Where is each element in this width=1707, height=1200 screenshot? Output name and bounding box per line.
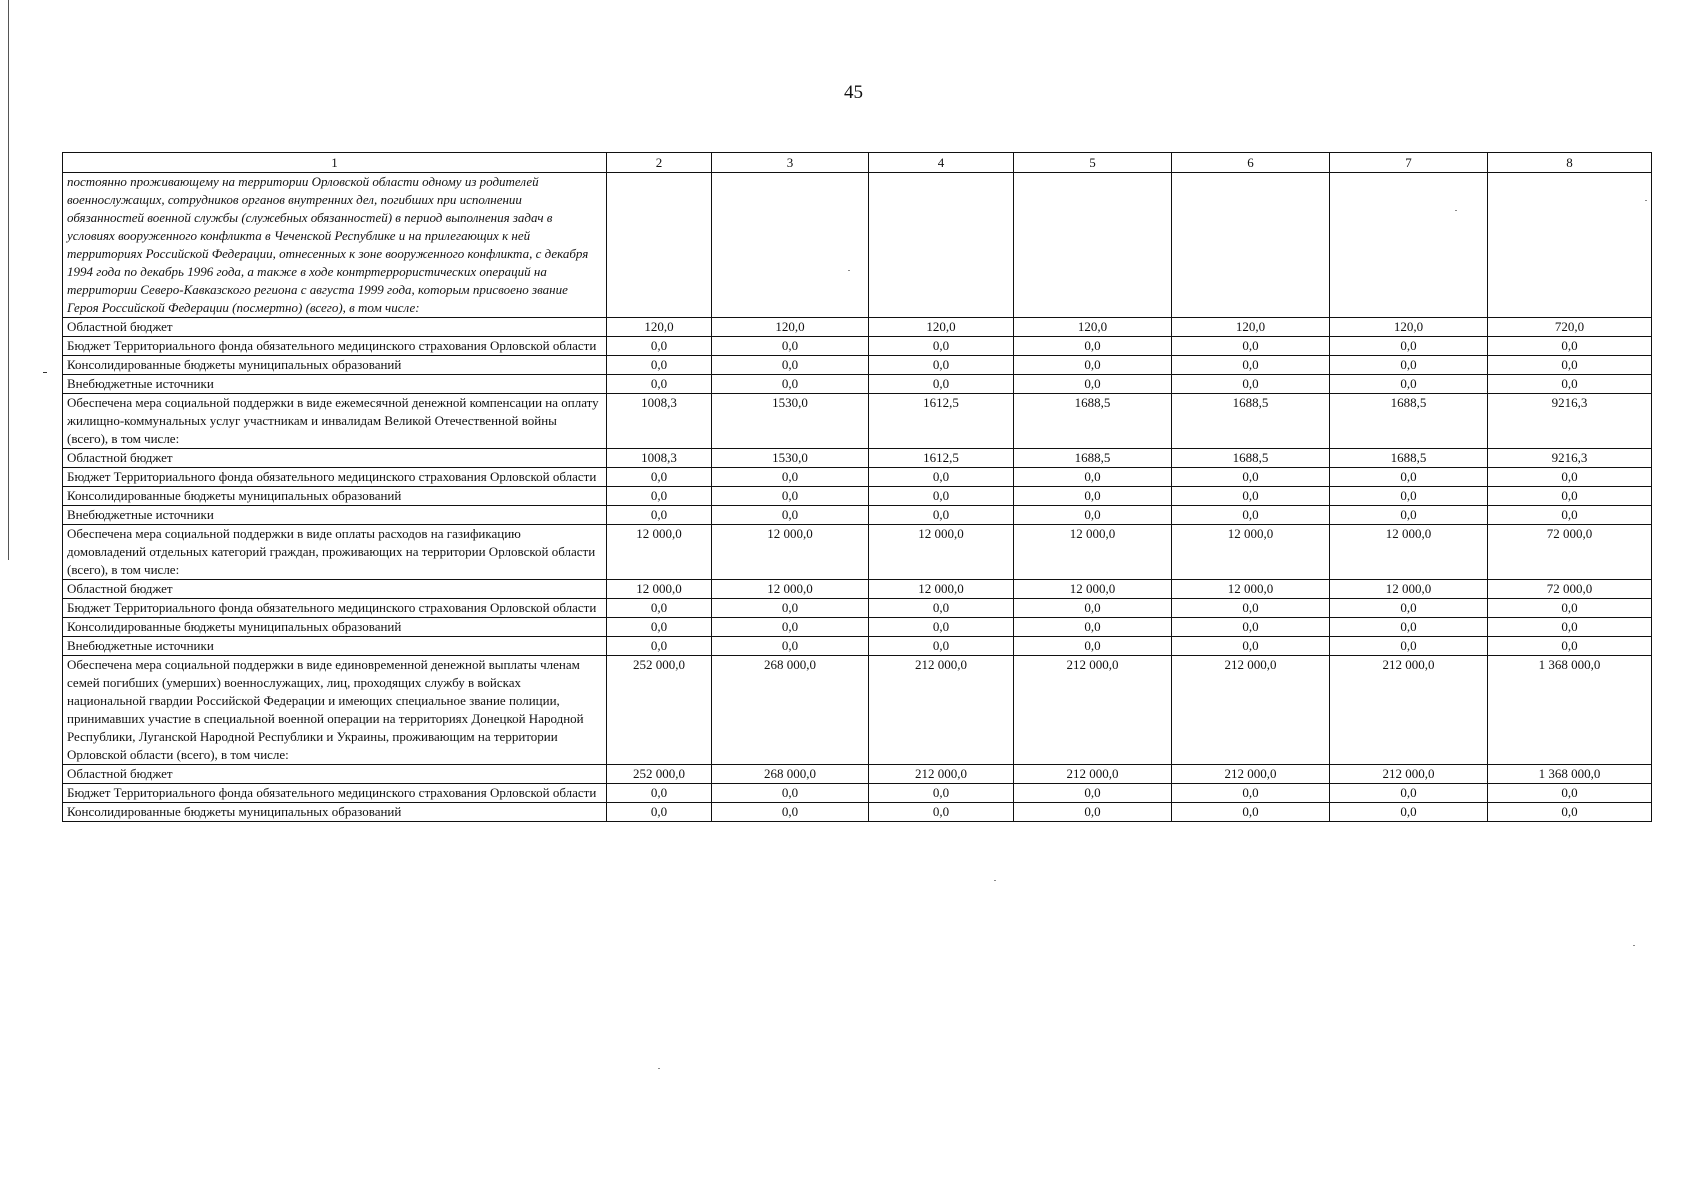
value-cell: 1 368 000,0	[1488, 765, 1652, 784]
table-body	[63, 173, 1652, 822]
value-cell: 0,0	[607, 506, 712, 525]
value-cell: 0,0	[1172, 375, 1330, 394]
value-cell: 0,0	[869, 356, 1014, 375]
row-label: Консолидированные бюджеты муниципальных образований	[63, 803, 607, 822]
value-cell: 0,0	[712, 506, 869, 525]
value-cell: 0,0	[1172, 803, 1330, 822]
row-label: постоянно проживающему на территории Орловской области одному из родителей военнослужащих, сотрудников органов внутренних дел, погибших при исполнении обязанностей военной службы (служебных обязанностей) в период выполнения задач в условиях вооруженного конфликта в Чеченской Республике и на прилегающих к ней территориях Российской Федерации, отнесенных к зоне вооруженного конфликта, с декабря 1994 года по декабрь 1996 года, а также в ходе контртеррористических операций на территории Северо-Кавказского региона с августа 1999 года, которым присвоено звание Героя Российской Федерации (посмертно) (всего), в том числе:	[63, 173, 607, 318]
column-header: 1	[63, 153, 607, 173]
table-row	[63, 449, 1652, 468]
value-cell: 0,0	[607, 637, 712, 656]
row-label: Областной бюджет	[63, 580, 607, 599]
value-cell: 0,0	[1488, 468, 1652, 487]
value-cell: 0,0	[1330, 468, 1488, 487]
value-cell: 212 000,0	[869, 765, 1014, 784]
value-cell: 1688,5	[1330, 449, 1488, 468]
value-cell: 0,0	[1330, 356, 1488, 375]
value-cell: 268 000,0	[712, 765, 869, 784]
value-cell: 0,0	[1172, 337, 1330, 356]
value-cell: 0,0	[869, 618, 1014, 637]
scan-speck	[994, 880, 996, 881]
value-cell: 0,0	[607, 599, 712, 618]
value-cell: 212 000,0	[1330, 656, 1488, 765]
table-row	[63, 375, 1652, 394]
table-row	[63, 618, 1652, 637]
value-cell: 1008,3	[607, 449, 712, 468]
value-cell: 0,0	[1014, 356, 1172, 375]
value-cell: 1530,0	[712, 394, 869, 449]
table-row	[63, 337, 1652, 356]
table-row	[63, 656, 1652, 765]
value-cell: 0,0	[1014, 468, 1172, 487]
value-cell: 0,0	[869, 337, 1014, 356]
value-cell: 212 000,0	[1014, 765, 1172, 784]
value-cell: 12 000,0	[1014, 580, 1172, 599]
value-cell: 252 000,0	[607, 765, 712, 784]
value-cell	[607, 173, 712, 318]
value-cell: 0,0	[869, 803, 1014, 822]
value-cell: 1688,5	[1014, 394, 1172, 449]
value-cell: 0,0	[1488, 784, 1652, 803]
value-cell	[712, 173, 869, 318]
row-label: Бюджет Территориального фонда обязательного медицинского страхования Орловской области	[63, 337, 607, 356]
value-cell: 1 368 000,0	[1488, 656, 1652, 765]
value-cell: 0,0	[712, 784, 869, 803]
value-cell: 0,0	[1172, 506, 1330, 525]
value-cell: 72 000,0	[1488, 580, 1652, 599]
value-cell: 1688,5	[1172, 449, 1330, 468]
value-cell: 0,0	[1014, 337, 1172, 356]
value-cell: 0,0	[607, 375, 712, 394]
value-cell: 120,0	[1014, 318, 1172, 337]
value-cell: 1688,5	[1330, 394, 1488, 449]
value-cell: 0,0	[607, 487, 712, 506]
table-row	[63, 637, 1652, 656]
value-cell: 0,0	[1330, 337, 1488, 356]
value-cell: 1008,3	[607, 394, 712, 449]
value-cell: 0,0	[1014, 784, 1172, 803]
row-label: Консолидированные бюджеты муниципальных образований	[63, 487, 607, 506]
value-cell: 72 000,0	[1488, 525, 1652, 580]
row-label: Областной бюджет	[63, 765, 607, 784]
value-cell	[869, 173, 1014, 318]
value-cell: 0,0	[1330, 803, 1488, 822]
header-row	[63, 153, 1652, 173]
value-cell: 0,0	[1330, 487, 1488, 506]
table-row	[63, 468, 1652, 487]
value-cell: 0,0	[1488, 506, 1652, 525]
value-cell: 0,0	[712, 599, 869, 618]
value-cell: 12 000,0	[607, 580, 712, 599]
value-cell	[1172, 173, 1330, 318]
row-label: Внебюджетные источники	[63, 506, 607, 525]
value-cell: 12 000,0	[1014, 525, 1172, 580]
value-cell: 12 000,0	[1330, 525, 1488, 580]
value-cell: 0,0	[1172, 599, 1330, 618]
table-row	[63, 487, 1652, 506]
value-cell: 0,0	[1014, 637, 1172, 656]
column-header: 7	[1330, 153, 1488, 173]
value-cell: 0,0	[1488, 618, 1652, 637]
scan-speck	[658, 1068, 660, 1069]
value-cell: 0,0	[1172, 356, 1330, 375]
value-cell: 0,0	[712, 468, 869, 487]
table-row	[63, 173, 1652, 318]
value-cell: 0,0	[1330, 618, 1488, 637]
row-label: Обеспечена мера социальной поддержки в виде оплаты расходов на газификацию домовладений отдельных категорий граждан, проживающих на территории Орловской области (всего), в том числе:	[63, 525, 607, 580]
column-header: 8	[1488, 153, 1652, 173]
value-cell: 0,0	[1014, 599, 1172, 618]
value-cell: 212 000,0	[1014, 656, 1172, 765]
row-label: Обеспечена мера социальной поддержки в виде единовременной денежной выплаты членам семей погибших (умерших) военнослужащих, лиц, проходящих службу в войсках национальной гвардии Российской Федерации и имеющих специальное звание полиции, принимавших участие в специальной военной операции на территориях Донецкой Народной Республики, Луганской Народной Республики и Украины, проживающим на территории Орловской области (всего), в том числе:	[63, 656, 607, 765]
value-cell: 0,0	[607, 337, 712, 356]
row-label: Бюджет Территориального фонда обязательного медицинского страхования Орловской области	[63, 784, 607, 803]
value-cell: 0,0	[712, 337, 869, 356]
column-header: 6	[1172, 153, 1330, 173]
value-cell: 212 000,0	[1172, 765, 1330, 784]
value-cell: 12 000,0	[869, 525, 1014, 580]
value-cell: 0,0	[869, 599, 1014, 618]
value-cell: 268 000,0	[712, 656, 869, 765]
value-cell: 0,0	[1330, 637, 1488, 656]
value-cell: 0,0	[869, 375, 1014, 394]
value-cell: 0,0	[1330, 506, 1488, 525]
value-cell: 0,0	[1488, 803, 1652, 822]
value-cell: 0,0	[869, 506, 1014, 525]
value-cell: 0,0	[1014, 375, 1172, 394]
table-row	[63, 394, 1652, 449]
value-cell: 0,0	[869, 637, 1014, 656]
row-label: Внебюджетные источники	[63, 375, 607, 394]
column-header: 4	[869, 153, 1014, 173]
value-cell: 0,0	[1172, 784, 1330, 803]
row-label: Областной бюджет	[63, 449, 607, 468]
value-cell: 0,0	[1330, 784, 1488, 803]
value-cell: 1530,0	[712, 449, 869, 468]
table-row	[63, 784, 1652, 803]
table-row	[63, 356, 1652, 375]
page-number: 45	[844, 82, 863, 103]
value-cell: 0,0	[607, 803, 712, 822]
row-label: Консолидированные бюджеты муниципальных образований	[63, 356, 607, 375]
value-cell	[1330, 173, 1488, 318]
table-row	[63, 580, 1652, 599]
value-cell: 0,0	[869, 784, 1014, 803]
value-cell: 120,0	[869, 318, 1014, 337]
value-cell: 12 000,0	[712, 580, 869, 599]
value-cell	[1488, 173, 1652, 318]
table-row	[63, 803, 1652, 822]
value-cell: 12 000,0	[712, 525, 869, 580]
value-cell: 120,0	[1330, 318, 1488, 337]
value-cell: 12 000,0	[1172, 580, 1330, 599]
value-cell: 0,0	[1014, 803, 1172, 822]
value-cell: 9216,3	[1488, 394, 1652, 449]
value-cell: 120,0	[712, 318, 869, 337]
value-cell: 0,0	[712, 375, 869, 394]
value-cell: 0,0	[607, 618, 712, 637]
value-cell: 0,0	[1488, 375, 1652, 394]
value-cell: 0,0	[1172, 468, 1330, 487]
scan-speck	[1633, 945, 1635, 946]
value-cell: 212 000,0	[1330, 765, 1488, 784]
value-cell: 12 000,0	[869, 580, 1014, 599]
value-cell: 0,0	[712, 637, 869, 656]
value-cell: 0,0	[1488, 356, 1652, 375]
value-cell: 0,0	[1014, 506, 1172, 525]
row-label: Обеспечена мера социальной поддержки в виде ежемесячной денежной компенсации на оплату жилищно-коммунальных услуг участникам и инвалидам Великой Отечественной войны (всего), в том числе:	[63, 394, 607, 449]
value-cell: 0,0	[607, 356, 712, 375]
value-cell: 1688,5	[1014, 449, 1172, 468]
column-header: 5	[1014, 153, 1172, 173]
row-label: Консолидированные бюджеты муниципальных образований	[63, 618, 607, 637]
value-cell: 720,0	[1488, 318, 1652, 337]
column-header: 3	[712, 153, 869, 173]
value-cell: 12 000,0	[1172, 525, 1330, 580]
value-cell: 0,0	[1330, 375, 1488, 394]
value-cell: 0,0	[712, 487, 869, 506]
value-cell: 0,0	[1488, 487, 1652, 506]
value-cell: 0,0	[1172, 618, 1330, 637]
value-cell: 0,0	[1488, 337, 1652, 356]
value-cell: 0,0	[1172, 487, 1330, 506]
table-row	[63, 599, 1652, 618]
value-cell: 1612,5	[869, 394, 1014, 449]
row-label: Бюджет Территориального фонда обязательного медицинского страхования Орловской области	[63, 468, 607, 487]
value-cell: 0,0	[712, 803, 869, 822]
value-cell	[1014, 173, 1172, 318]
value-cell: 0,0	[1014, 618, 1172, 637]
value-cell: 12 000,0	[1330, 580, 1488, 599]
value-cell: 0,0	[869, 487, 1014, 506]
table-row	[63, 525, 1652, 580]
value-cell: 212 000,0	[869, 656, 1014, 765]
row-label: Бюджет Территориального фонда обязательного медицинского страхования Орловской области	[63, 599, 607, 618]
value-cell: 0,0	[607, 784, 712, 803]
value-cell: 212 000,0	[1172, 656, 1330, 765]
column-header: 2	[607, 153, 712, 173]
value-cell: 120,0	[1172, 318, 1330, 337]
value-cell: 0,0	[1488, 637, 1652, 656]
value-cell: 0,0	[712, 356, 869, 375]
table-row	[63, 318, 1652, 337]
row-label: Областной бюджет	[63, 318, 607, 337]
budget-table	[62, 152, 1652, 822]
value-cell: 1688,5	[1172, 394, 1330, 449]
value-cell: 0,0	[1014, 487, 1172, 506]
value-cell: 0,0	[1172, 637, 1330, 656]
value-cell: 120,0	[607, 318, 712, 337]
value-cell: 0,0	[1330, 599, 1488, 618]
value-cell: 0,0	[869, 468, 1014, 487]
value-cell: 0,0	[1488, 599, 1652, 618]
table-row	[63, 765, 1652, 784]
value-cell: 252 000,0	[607, 656, 712, 765]
row-label: Внебюджетные источники	[63, 637, 607, 656]
table-row	[63, 506, 1652, 525]
scan-mark	[43, 372, 47, 373]
value-cell: 1612,5	[869, 449, 1014, 468]
value-cell: 0,0	[607, 468, 712, 487]
value-cell: 0,0	[712, 618, 869, 637]
value-cell: 12 000,0	[607, 525, 712, 580]
value-cell: 9216,3	[1488, 449, 1652, 468]
